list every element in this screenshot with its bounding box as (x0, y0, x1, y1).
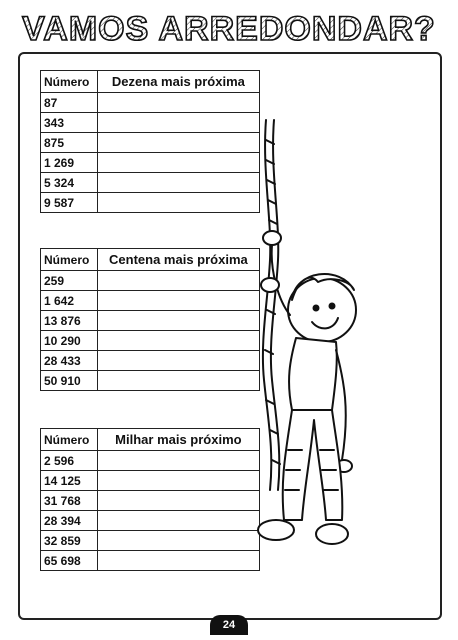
table-row (41, 93, 260, 113)
answer-cell[interactable] (97, 133, 259, 153)
answer-cell[interactable] (97, 153, 259, 173)
answer-cell[interactable] (97, 451, 259, 471)
header-nearest-ten: Dezena mais próxima (97, 71, 259, 93)
number-cell: 1 642 (41, 291, 98, 311)
boy-climbing-rope-illustration (240, 110, 370, 580)
table-row (41, 451, 260, 471)
number-cell: 32 859 (41, 531, 98, 551)
number-cell: 28 394 (41, 511, 98, 531)
number-cell: 875 (41, 133, 98, 153)
table-hundreds (40, 248, 260, 391)
number-cell: 10 290 (41, 331, 98, 351)
worksheet-title (0, 2, 458, 50)
table-thousands (40, 428, 260, 571)
number-cell: 28 433 (41, 351, 98, 371)
header-nearest-hundred: Centena mais próxima (97, 249, 259, 271)
table-row (41, 291, 260, 311)
rope (263, 120, 271, 490)
table-row (41, 551, 260, 571)
table-row (41, 371, 260, 391)
table-header-row (41, 249, 260, 271)
number-cell: 2 596 (41, 451, 98, 471)
table-row (41, 193, 260, 213)
table-row (41, 511, 260, 531)
table-tens (40, 70, 260, 213)
header-number: Número (41, 429, 98, 451)
number-cell: 1 269 (41, 153, 98, 173)
number-cell: 87 (41, 93, 98, 113)
number-cell: 65 698 (41, 551, 98, 571)
number-cell: 13 876 (41, 311, 98, 331)
table-row (41, 311, 260, 331)
answer-cell[interactable] (97, 351, 259, 371)
answer-cell[interactable] (97, 271, 259, 291)
number-cell: 5 324 (41, 173, 98, 193)
boy-pants (283, 410, 343, 520)
table-row (41, 133, 260, 153)
answer-cell[interactable] (97, 291, 259, 311)
table-row (41, 471, 260, 491)
number-cell: 31 768 (41, 491, 98, 511)
answer-cell[interactable] (97, 491, 259, 511)
table-row (41, 331, 260, 351)
answer-cell[interactable] (97, 311, 259, 331)
answer-cell[interactable] (97, 193, 259, 213)
answer-cell[interactable] (97, 331, 259, 351)
number-cell: 50 910 (41, 371, 98, 391)
table-header-row (41, 71, 260, 93)
number-cell: 9 587 (41, 193, 98, 213)
header-nearest-thousand: Milhar mais próximo (97, 429, 259, 451)
answer-cell[interactable] (97, 531, 259, 551)
answer-cell[interactable] (97, 511, 259, 531)
number-cell: 14 125 (41, 471, 98, 491)
header-number: Número (41, 249, 98, 271)
answer-cell[interactable] (97, 551, 259, 571)
answer-cell[interactable] (97, 173, 259, 193)
table-row (41, 531, 260, 551)
table-header-row (41, 429, 260, 451)
number-cell: 259 (41, 271, 98, 291)
table-row (41, 491, 260, 511)
number-cell: 343 (41, 113, 98, 133)
boy-shoe (258, 520, 294, 540)
page-number: 24 (210, 615, 248, 635)
answer-cell[interactable] (97, 93, 259, 113)
boy-shirt (289, 338, 337, 410)
table-row (41, 113, 260, 133)
title-text: VAMOS ARREDONDAR? (22, 10, 436, 48)
answer-cell[interactable] (97, 113, 259, 133)
answer-cell[interactable] (97, 471, 259, 491)
boy-shoe (316, 524, 348, 544)
table-row (41, 153, 260, 173)
answer-cell[interactable] (97, 371, 259, 391)
table-row (41, 271, 260, 291)
table-row (41, 351, 260, 371)
header-number: Número (41, 71, 98, 93)
table-row (41, 173, 260, 193)
